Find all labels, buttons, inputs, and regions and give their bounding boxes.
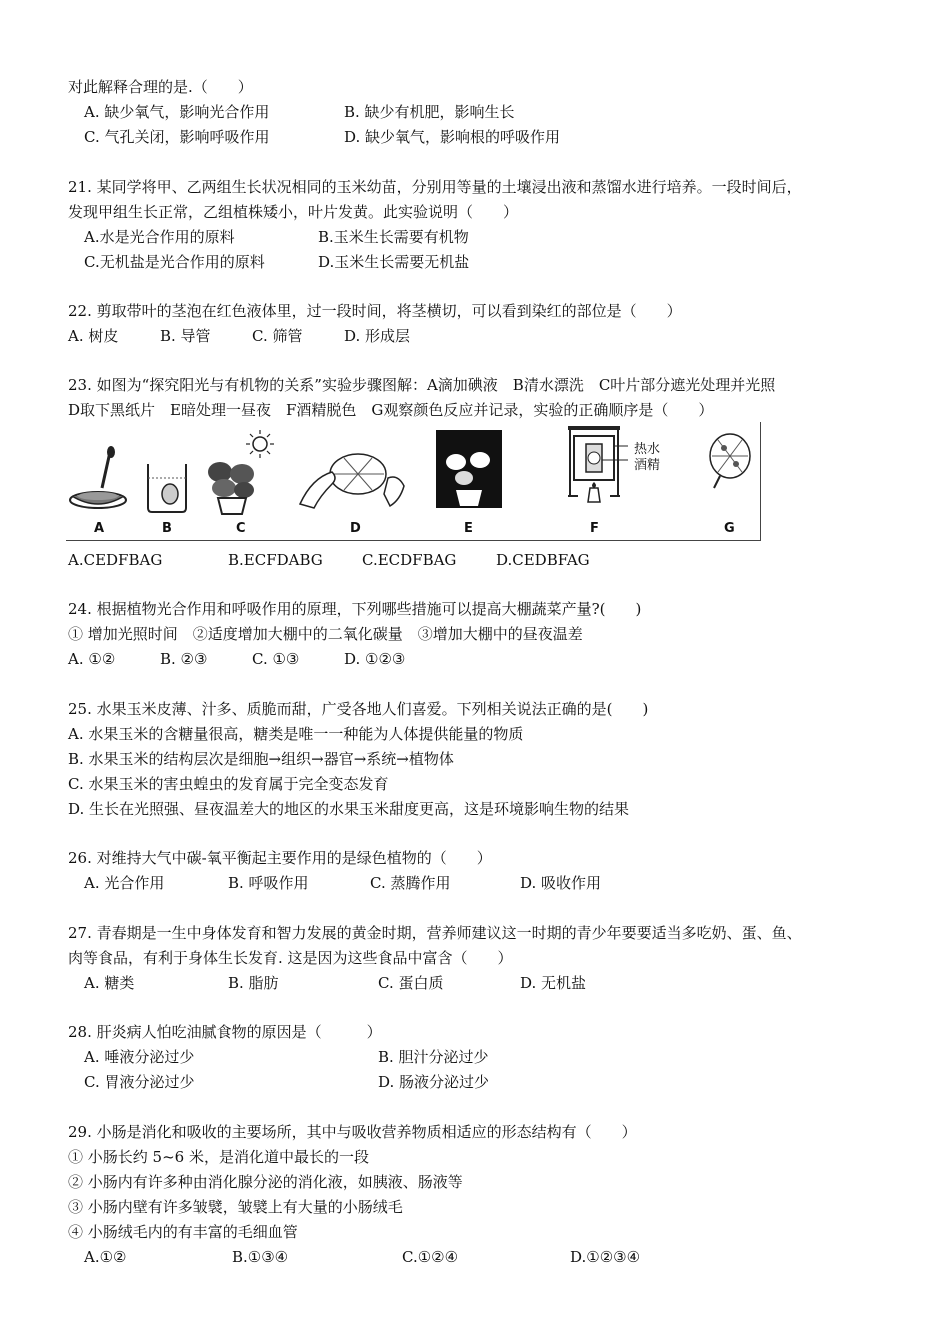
- step-a-iodine-illustration: [66, 422, 136, 540]
- q25-stem: 25. 水果玉米皮薄、汁多、质脆而甜，广受各地人们喜爱。下列相关说法正确的是( ): [68, 700, 649, 718]
- q21-stem-line2: 发现甲组生长正常，乙组植株矮小，叶片发黄。此实验说明（ ）: [68, 203, 519, 221]
- q23-option-b: B.ECFDABG: [228, 551, 323, 569]
- q23-option-d: D.CEDBFAG: [496, 551, 590, 569]
- q26-option-a: A. 光合作用: [84, 874, 165, 892]
- step-g-label: G: [724, 521, 735, 536]
- q25-option-b: B. 水果玉米的结构层次是细胞→组织→器官→系统→植物体: [68, 750, 454, 768]
- q23-stem-line1: 23. 如图为“探究阳光与有机物的关系”实验步骤图解：A滴加碘液 B清水漂洗 C叶片部分遮光处理并光照: [68, 376, 776, 394]
- q20-option-a: A. 缺少氧气，影响光合作用: [84, 103, 270, 121]
- q28-option-d: D. 肠液分泌过少: [378, 1073, 490, 1091]
- step-e-dark-illustration: [434, 422, 506, 540]
- step-f-alcohol-bath-illustration: [562, 422, 672, 540]
- q29-option-c: C.①②④: [402, 1248, 459, 1266]
- q21-option-a: A.水是光合作用的原料: [84, 228, 235, 246]
- hot-water-label: 热水: [634, 442, 661, 457]
- q21-option-b: B.玉米生长需要有机物: [318, 228, 469, 246]
- q21-stem-line1: 21. 某同学将甲、乙两组生长状况相同的玉米幼苗，分别用等量的土壤浸出液和蒸馏水进行培养。一段时间后，: [68, 178, 802, 196]
- q21-option-d: D.玉米生长需要无机盐: [318, 253, 470, 271]
- q24-option-b: B. ②③: [160, 650, 208, 668]
- q29-option-a: A.①②: [84, 1248, 127, 1266]
- alcohol-label: 酒精: [634, 458, 661, 473]
- q28-option-c: C. 胃液分泌过少: [84, 1073, 195, 1091]
- step-c-shade-light-illustration: [202, 422, 282, 540]
- q29-item-3: ③ 小肠内壁有许多皱襞，皱襞上有大量的小肠绒毛: [68, 1198, 403, 1216]
- experiment-steps-figure: [66, 422, 761, 541]
- q25-option-a: A. 水果玉米的含糖量很高，糖类是唯一一种能为人体提供能量的物质: [68, 725, 524, 743]
- q20-stem: 对此解释合理的是.（ ）: [68, 78, 253, 96]
- q27-option-a: A. 糖类: [84, 974, 135, 992]
- q28-stem: 28. 肝炎病人怕吃油腻食物的原因是（ ）: [68, 1023, 382, 1041]
- q20-option-b: B. 缺少有机肥，影响生长: [344, 103, 515, 121]
- step-g-observe-illustration: [702, 422, 758, 540]
- q21-option-c: C.无机盐是光合作用的原料: [84, 253, 265, 271]
- step-d-label: D: [350, 521, 361, 536]
- q29-option-d: D.①②③④: [570, 1248, 641, 1266]
- q24-option-d: D. ①②③: [344, 650, 406, 668]
- q24-option-c: C. ①③: [252, 650, 300, 668]
- step-c-label: C: [236, 521, 246, 536]
- q20-option-d: D. 缺少氧气，影响根的呼吸作用: [344, 128, 561, 146]
- q22-option-c: C. 筛管: [252, 327, 303, 345]
- q29-stem: 29. 小肠是消化和吸收的主要场所，其中与吸收营养物质相适应的形态结构有（ ）: [68, 1123, 637, 1141]
- q24-items: ① 增加光照时间 ②适度增加大棚中的二氧化碳量 ③增加大棚中的昼夜温差: [68, 625, 583, 643]
- q23-option-c: C.ECDFBAG: [362, 551, 457, 569]
- q28-option-a: A. 唾液分泌过少: [84, 1048, 195, 1066]
- step-d-remove-paper-illustration: [292, 422, 422, 540]
- step-f-label: F: [590, 521, 599, 536]
- q27-stem-line1: 27. 青春期是一生中身体发育和智力发展的黄金时期，营养师建议这一时期的青少年要要适当多吃奶、蛋、鱼、: [68, 924, 802, 942]
- q23-stem-line2: D取下黑纸片 E暗处理一昼夜 F酒精脱色 G观察颜色反应并记录，实验的正确顺序是（ ）: [68, 401, 714, 419]
- q29-item-2: ② 小肠内有许多种由消化腺分泌的消化液，如胰液、肠液等: [68, 1173, 463, 1191]
- q22-option-d: D. 形成层: [344, 327, 411, 345]
- q29-item-4: ④ 小肠绒毛内的有丰富的毛细血管: [68, 1223, 298, 1241]
- q26-option-b: B. 呼吸作用: [228, 874, 309, 892]
- q27-stem-line2: 肉等食品，有利于身体生长发育. 这是因为这些食品中富含（ ）: [68, 949, 513, 967]
- q20-option-c: C. 气孔关闭，影响呼吸作用: [84, 128, 270, 146]
- q29-option-b: B.①③④: [232, 1248, 289, 1266]
- q25-option-c: C. 水果玉米的害虫蝗虫的发育属于完全变态发育: [68, 775, 389, 793]
- q24-option-a: A. ①②: [68, 650, 116, 668]
- q24-stem: 24. 根据植物光合作用和呼吸作用的原理，下列哪些措施可以提高大棚蔬菜产量?( ): [68, 600, 642, 618]
- step-e-label: E: [464, 521, 473, 536]
- step-a-label: A: [94, 521, 105, 536]
- q26-option-c: C. 蒸腾作用: [370, 874, 451, 892]
- q27-option-c: C. 蛋白质: [378, 974, 444, 992]
- q29-item-1: ① 小肠长约 5~6 米，是消化道中最长的一段: [68, 1148, 369, 1166]
- q22-option-a: A. 树皮: [68, 327, 119, 345]
- q27-option-b: B. 脂肪: [228, 974, 279, 992]
- q23-option-a: A.CEDFBAG: [68, 551, 163, 569]
- q28-option-b: B. 胆汁分泌过少: [378, 1048, 489, 1066]
- q22-option-b: B. 导管: [160, 327, 211, 345]
- q26-option-d: D. 吸收作用: [520, 874, 602, 892]
- q27-option-d: D. 无机盐: [520, 974, 587, 992]
- step-b-rinse-illustration: [138, 422, 198, 540]
- q25-option-d: D. 生长在光照强、昼夜温差大的地区的水果玉米甜度更高，这是环境影响生物的结果: [68, 800, 630, 818]
- q26-stem: 26. 对维持大气中碳-氧平衡起主要作用的是绿色植物的（ ）: [68, 849, 492, 867]
- q22-stem: 22. 剪取带叶的茎泡在红色液体里，过一段时间，将茎横切，可以看到染红的部位是（ ）: [68, 302, 682, 320]
- step-b-label: B: [162, 521, 172, 536]
